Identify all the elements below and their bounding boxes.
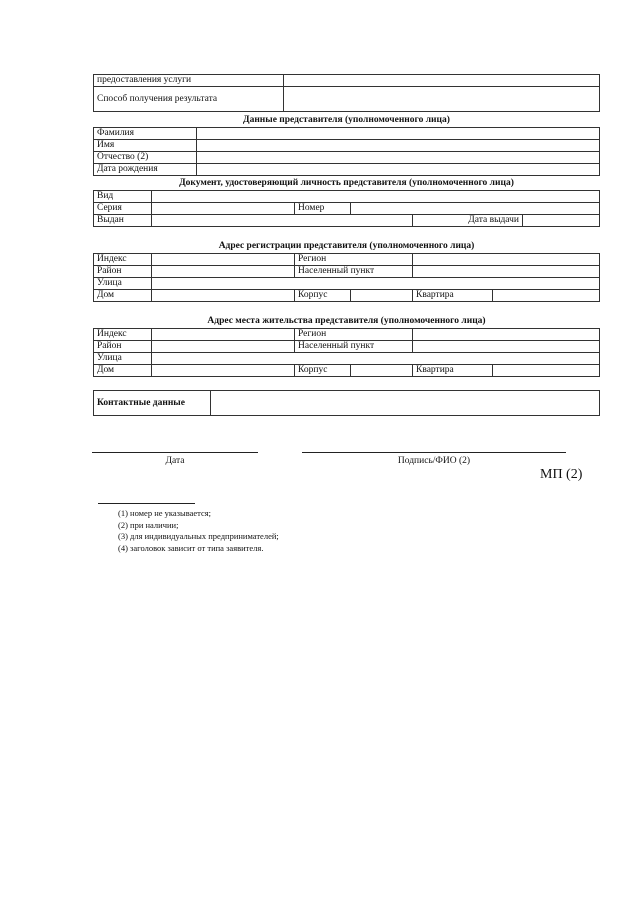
res-district-label: Район [94,341,152,353]
reg-house-field[interactable] [152,290,295,302]
footnote-4: (4) заголовок зависит от типа заявителя. [118,542,264,553]
id-document-title: Документ, удостоверяющий личность представителя (уполномоченного лица) [179,178,514,188]
date-label: Дата [165,456,185,466]
res-address-title: Адрес места жительства представителя (уполномоченного лица) [207,316,486,326]
signature-label: Подпись/ФИО (2) [397,456,471,466]
reg-house-label: Дом [94,290,152,302]
res-apartment-label: Квартира [413,365,493,377]
doc-issue-date-field[interactable] [523,215,600,227]
reg-street-label: Улица [94,278,152,290]
reg-street-field[interactable] [152,278,600,290]
doc-type-label: Вид [94,191,152,203]
footnote-2: (2) при наличии; [118,519,179,530]
res-street-label: Улица [94,353,152,365]
patronymic-label: Отчество (2) [94,152,197,164]
contacts-table [93,390,600,416]
contacts-label: Контактные данные [94,391,211,416]
footnote-3: (3) для индивидуальных предпринимателей; [118,531,279,541]
res-index-label: Индекс [94,329,152,341]
doc-number-label: Номер [295,203,351,215]
res-region-field[interactable] [413,329,600,341]
service-row-value[interactable] [284,75,600,87]
footnote-separator [98,503,195,504]
reg-index-label: Индекс [94,254,152,266]
reg-building-label: Корпус [295,290,351,302]
res-house-label: Дом [94,365,152,377]
doc-issued-label: Выдан [94,215,152,227]
res-apartment-field[interactable] [493,365,600,377]
reg-region-label: Регион [295,254,413,266]
reg-address-title: Адрес регистрации представителя (уполномоченного лица) [218,241,475,251]
res-index-field[interactable] [152,329,295,341]
doc-number-field[interactable] [351,203,600,215]
birth-date-field[interactable] [197,164,600,176]
doc-series-field[interactable] [152,203,295,215]
surname-field[interactable] [197,128,600,140]
res-address-table [93,328,600,377]
reg-building-field[interactable] [351,290,413,302]
doc-issued-field[interactable] [152,215,413,227]
name-field[interactable] [197,140,600,152]
res-building-field[interactable] [351,365,413,377]
result-method-value[interactable] [284,87,600,112]
service-row-label: предоставления услуги [94,75,284,87]
reg-region-field[interactable] [413,254,600,266]
footnote-1: (1) номер не указывается; [118,508,212,518]
signature-line[interactable] [302,452,566,453]
contacts-field[interactable] [211,391,600,416]
reg-locality-label: Населенный пункт [295,266,413,278]
representative-title: Данные представителя (уполномоченного лица) [243,115,450,125]
doc-series-label: Серия [94,203,152,215]
stamp-label: МП (2) [540,467,583,482]
res-locality-field[interactable] [413,341,600,353]
doc-type-field[interactable] [152,191,600,203]
doc-issue-date-label: Дата выдачи [413,215,523,227]
footnotes [118,508,279,554]
reg-index-field[interactable] [152,254,295,266]
res-district-field[interactable] [152,341,295,353]
surname-label: Фамилия [94,128,197,140]
res-locality-label: Населенный пункт [295,341,413,353]
res-building-label: Корпус [295,365,351,377]
reg-locality-field[interactable] [413,266,600,278]
result-method-label: Способ получения результата [94,87,284,112]
res-street-field[interactable] [152,353,600,365]
res-region-label: Регион [295,329,413,341]
representative-table [93,127,600,176]
name-label: Имя [94,140,197,152]
reg-address-table [93,253,600,302]
reg-apartment-label: Квартира [413,290,493,302]
reg-district-field[interactable] [152,266,295,278]
patronymic-field[interactable] [197,152,600,164]
reg-district-label: Район [94,266,152,278]
reg-apartment-field[interactable] [493,290,600,302]
date-line[interactable] [92,452,258,453]
service-table [93,74,600,112]
id-document-table [93,190,600,227]
birth-date-label: Дата рождения [94,164,197,176]
res-house-field[interactable] [152,365,295,377]
